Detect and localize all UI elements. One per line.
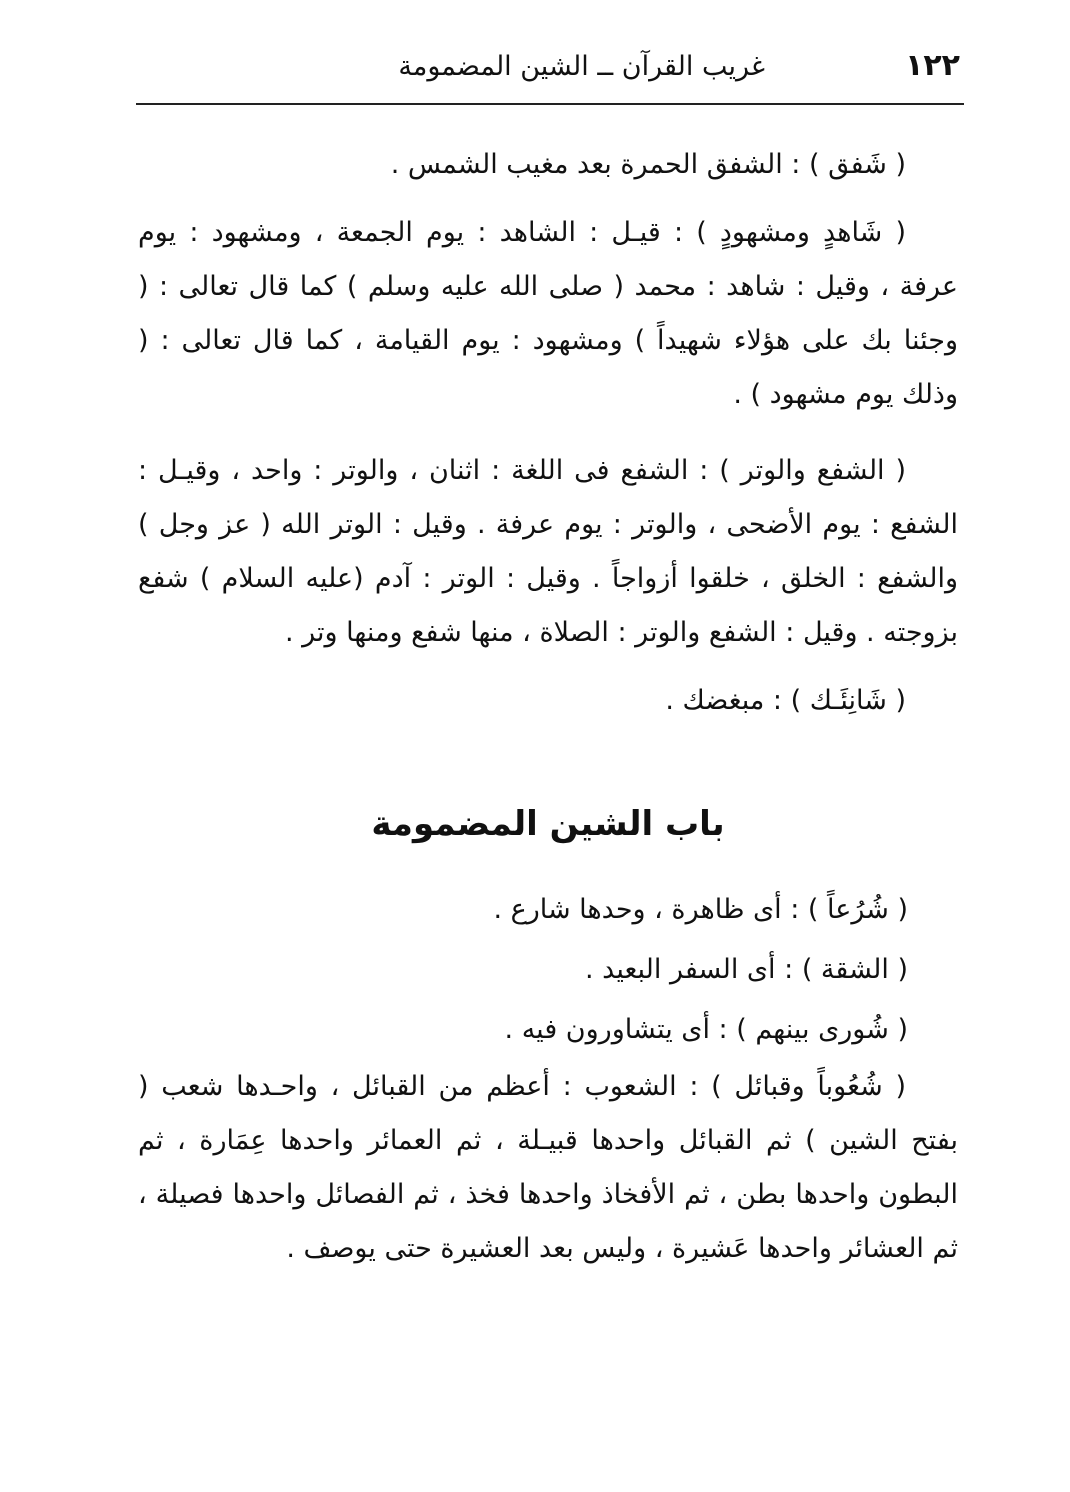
page-header [140,42,960,88]
header-divider [136,103,964,105]
entry-shaniak: ( شَانِئَـك ) : مبغضك . [665,685,906,716]
entry-shuub: ( شُعُوباً وقبائل ) : الشعوب : أعظم من القبائل ، واحـدها شعب ( بفتح الشين ) ثم القبائل واحدها قبيـلة ، ثم العمائر واحدها عِمَارة ، ثم البطون واحدها بطن ، ثم الأفخاذ واحدها فخذ ، ثم الفصائل واحدها فصيلة ، ثم العشائر واحدها عَشيرة ، وليس بعد العشيرة حتى يوصف . [138,1071,958,1264]
entry-shahid-mashhud: ( شَاهدٍ ومشهودٍ ) : قيـل : الشاهد : يوم الجمعة ، ومشهود : يوم عرفة ، وقيل : شاهد : محمد ( صلى الله عليه وسلم ) كما قال تعالى : ( وجئنا بك على هؤلاء شهيداً ) ومشهود : يوم القيامة ، كما قال تعالى : ( وذلك يوم مشهود ) . [138,217,958,410]
entry-shuqqa: ( الشقة ) : أى السفر البعيد . [585,954,908,985]
entry-shura: ( شُورى بينهم ) : أى يتشاورون فيه . [504,1014,908,1045]
entry-shafaq: ( شَفق ) : الشفق الحمرة بعد مغيب الشمس . [390,149,906,180]
entry-shaf-watr: ( الشفع والوتر ) : الشفع فى اللغة : اثنان ، والوتر : واحد ، وقيـل : الشفع : يوم الأضحى ، والوتر : يوم عرفة . وقيل : الوتر الله ( عز وجل ) والشفع : الخلق ، خلقوا أزواجاً . وقيل : الوتر : آدم (عليه السلام ) شفع بزوجته . وقيل : الشفع والوتر : الصلاة ، منها شفع ومنها وتر . [138,455,958,648]
running-title: غريب القرآن ــ الشين المضمومة [398,51,765,82]
entry-shuraan: ( شُرُعاً ) : أى ظاهرة ، وحدها شارع . [493,894,908,925]
page-number: ١٢٢ [905,48,960,83]
chapter-heading: باب الشين المضمومة [371,804,725,844]
page-body [138,138,958,1276]
